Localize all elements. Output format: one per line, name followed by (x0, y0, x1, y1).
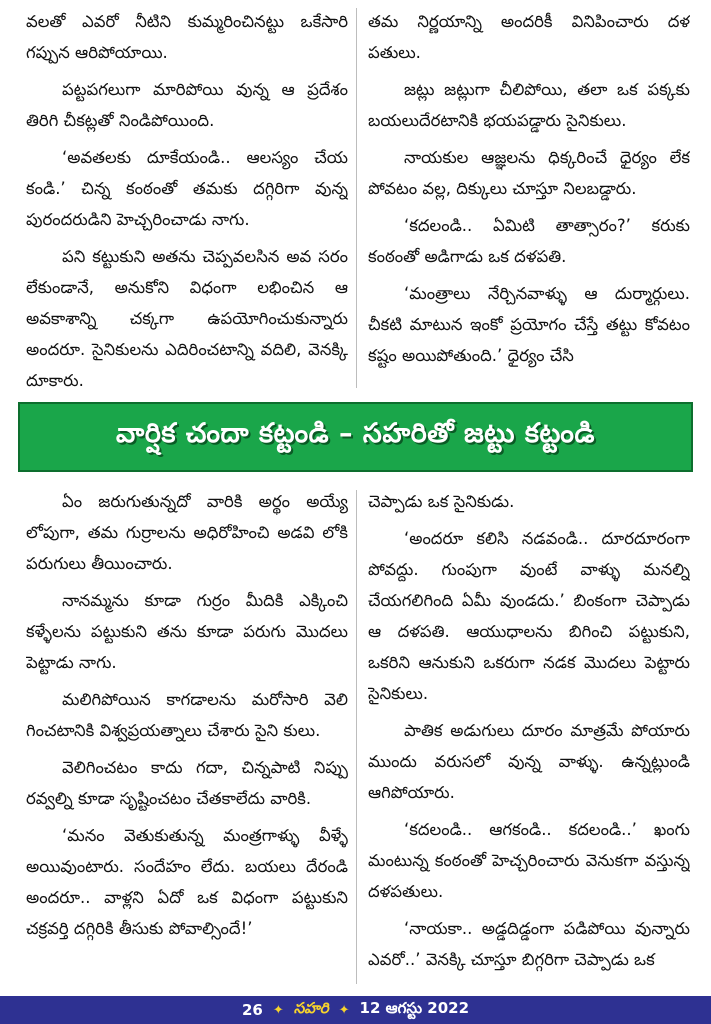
paragraph: ఏం జరుగుతున్నదో వారికి అర్థం అయ్యే లోపుగా, తమ గుర్రాలను అధిరోహించి అడవి లోకి పరుగులు తీయించారు. (26, 492, 348, 573)
paragraph: నాయకుల ఆజ్ఞలను ధిక్కరించే ధైర్యం లేక పోవటం వల్ల, దిక్కులు చూస్తూ నిలబడ్డారు. (368, 148, 690, 198)
paragraph: ‘మనం వెతుకుతున్న మంత్రగాళ్ళు వీళ్ళే అయివుంటారు. సందేహం లేదు. బయలు దేరండి అందరూ.. వాళ్లని ఏదో ఒక విధంగా పట్టుకుని చక్రవర్తి దగ్గిరికి తీసుకు పోవాల్సిందే!’ (26, 826, 348, 938)
paragraph: ‘కదలండి.. ఆగకండి.. కదలండి..’ ఖంగు మంటున్న కంఠంతో హెచ్చరించారు వెనుకగా వస్తున్న దళపతులు. (368, 820, 690, 901)
top-right-column (368, 6, 690, 392)
paragraph: పట్టపగలుగా మారిపోయి వున్న ఆ ప్రదేశం తిరిగి చీకట్లతో నిండిపోయింది. (26, 80, 348, 130)
paragraph: ‘మంత్రాలు నేర్చినవాళ్ళు ఆ దుర్మార్గులు. చీకటి మాటున ఇంకో ప్రయోగం చేస్తే తట్టు కోవటం కష్టం అయిపోతుంది.’ ధైర్యం చేసి (368, 284, 690, 365)
paragraph: వెలిగించటం కాదు గదా, చిన్నపాటి నిప్పు రవ్వల్ని కూడా సృష్టించటం చేతకాలేదు వారికి. (26, 758, 348, 808)
banner-text: వార్షిక చందా కట్టండి – సహరితో జట్టు కట్టండి (116, 418, 595, 449)
bottom-left-column (26, 486, 348, 986)
column-divider (356, 490, 357, 984)
paragraph: ‘నాయకా.. అడ్డదిడ్డంగా పడిపోయి వున్నారు ఎవరో..’ వెనక్కి చూస్తూ బిగ్గరిగా చెప్పాడు ఒక (368, 919, 690, 969)
page-number: 26 (241, 1001, 263, 1019)
paragraph: ‘కదలండి.. ఏమిటి తాత్సారం?’ కరుకు కంఠంతో అడిగాడు ఒక దళపతి. (368, 216, 690, 266)
issue-date: 12 ఆగస్టు 2022 (359, 999, 470, 1017)
paragraph: వలతో ఎవరో నీటిని కుమ్మరించినట్టు ఒకేసారి గప్పున ఆరిపోయాయి. (26, 12, 348, 62)
paragraph: చెప్పాడు ఒక సైనికుడు. (368, 492, 515, 511)
paragraph: పని కట్టుకుని అతను చెప్పవలసిన అవ సరం లేకుండానే, అనుకోని విధంగా లభించిన ఆ అవకాశాన్ని చక్కగా ఉపయోగించుకున్నారు అందరూ. సైనికులను ఎదిరించటాన్ని వదిలి, వెనక్కి దూకారు. (26, 247, 348, 390)
paragraph: నానమ్మను కూడా గుర్రం మీదికి ఎక్కించి కళ్ళేలను పట్టుకుని తను కూడా పరుగు మొదలు పెట్టాడు నాగు. (26, 591, 348, 672)
bottom-right-column (368, 486, 690, 986)
paragraph: జట్లు జట్లుగా చీలిపోయి, తలా ఒక పక్కకు బయలుదేరటానికి భయపడ్డారు సైనికులు. (368, 80, 690, 130)
paragraph: పాతిక అడుగులు దూరం మాత్రమే పోయారు ముందు వరుసలో వున్న వాళ్ళు. ఉన్నట్లుండి ఆగిపోయారు. (368, 721, 690, 802)
paragraph: ‘అందరూ కలిసి నడవండి.. దూరదూరంగా పోవద్దు. గుంపుగా వుంటే వాళ్ళు మనల్ని చేయగలిగింది ఏమీ వుండదు.’ బింకంగా చెప్పాడు ఆ దళపతి. ఆయుధాలను బిగించి పట్టుకుని, ఒకరిని ఆనుకుని ఒకరుగా నడక మొదలు పెట్టారు సైనికులు. (368, 529, 690, 703)
magazine-name: సహరి (293, 999, 329, 1017)
star-separator-icon: ✦ (272, 1002, 284, 1018)
page-footer (0, 996, 711, 1024)
column-divider (356, 8, 357, 388)
subscription-banner (18, 402, 693, 472)
paragraph: ‘అవతలకు దూకేయండి.. ఆలస్యం చేయ కండి.’ చిన్న కంఠంతో తమకు దగ్గిరిగా వున్న పురందరుడిని హెచ్చరించాడు నాగు. (26, 148, 348, 229)
top-left-column (26, 6, 348, 392)
star-separator-icon: ✦ (338, 1002, 350, 1018)
paragraph: తమ నిర్ణయాన్ని అందరికీ వినిపించారు దళ పతులు. (368, 12, 690, 62)
paragraph: మలిగిపోయిన కాగడాలను మరోసారి వెలి గించటానికి విశ్వప్రయత్నాలు చేశారు సైని కులు. (26, 690, 348, 740)
